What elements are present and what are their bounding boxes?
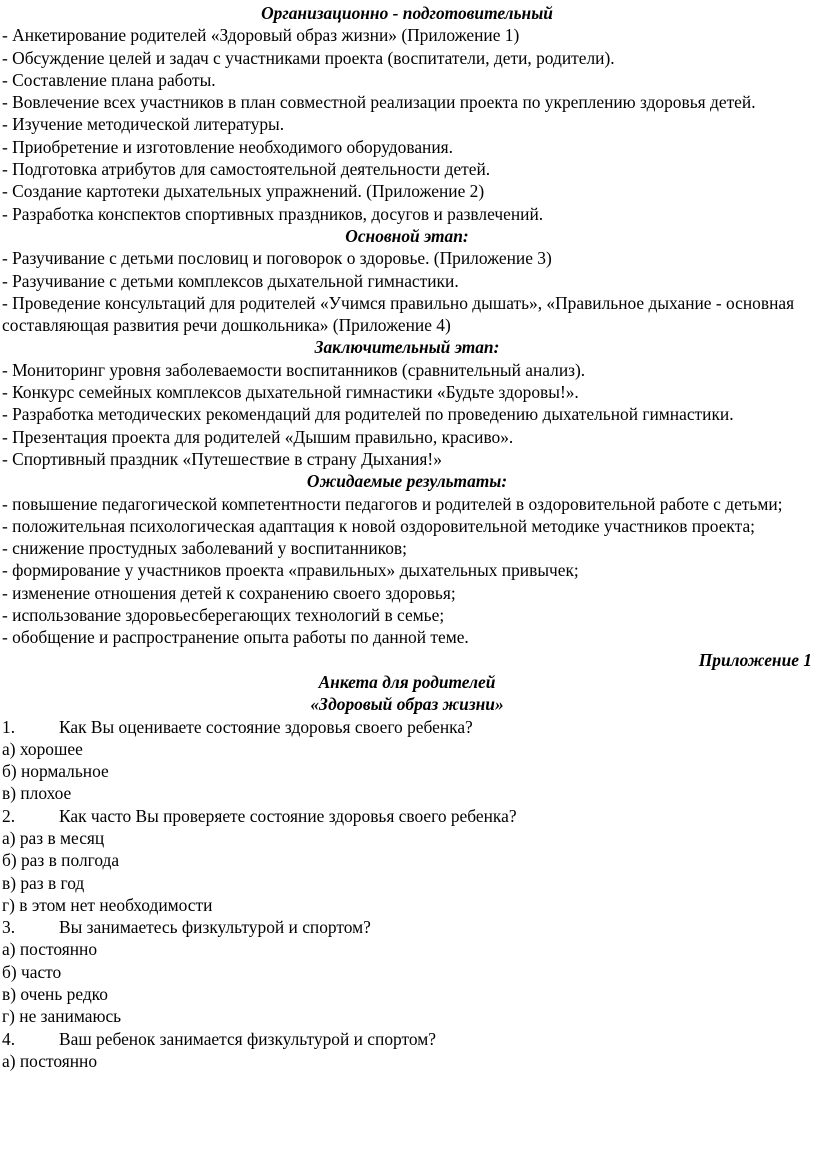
list-item: - Изучение методической литературы.: [2, 114, 285, 135]
question-text: Вы занимаетесь физкультурой и спортом?: [59, 917, 371, 938]
list-item: - Разработка методических рекомендаций для родителей по проведению дыхательной гимнастики.: [2, 404, 734, 425]
list-item: - Подготовка атрибутов для самостоятельной деятельности детей.: [2, 159, 491, 180]
question: [2, 805, 812, 827]
list-item: - использование здоровьесберегающих технологий в семье;: [2, 605, 445, 626]
list-item: - Конкурс семейных комплексов дыхательной гимнастики «Будьте здоровы!».: [2, 382, 579, 403]
answer-option: г) не занимаюсь: [2, 1006, 122, 1027]
appendix-label: Приложение 1: [698, 649, 812, 670]
document-page: [2, 2, 812, 1072]
section-heading-final-stage: Заключительный этап:: [314, 337, 500, 358]
answer-option: а) хорошее: [2, 738, 83, 759]
list-item: - формирование у участников проекта «правильных» дыхательных привычек;: [2, 560, 579, 581]
question-text: Как часто Вы проверяете состояние здоровья своего ребенка?: [59, 805, 517, 826]
list-item: - изменение отношения детей к сохранению своего здоровья;: [2, 582, 456, 603]
answer-option: а) постоянно: [2, 1050, 98, 1071]
list-item: - Создание картотеки дыхательных упражнений. (Приложение 2): [2, 181, 485, 202]
question-number: 3.: [2, 917, 16, 938]
list-item: - обобщение и распространение опыта работы по данной теме.: [2, 627, 469, 648]
list-item: - положительная психологическая адаптация к новой оздоровительной методике участников проекта;: [2, 515, 756, 536]
section-heading-main-stage: Основной этап:: [345, 225, 469, 246]
answer-option: б) часто: [2, 961, 62, 982]
section-heading-expected-results: Ожидаемые результаты:: [306, 471, 508, 492]
questionnaire-subtitle: «Здоровый образ жизни»: [310, 694, 504, 715]
list-item: - Разучивание с детьми пословиц и поговорок о здоровье. (Приложение 3): [2, 248, 552, 269]
question-number: 4.: [2, 1028, 16, 1049]
question: [2, 1028, 812, 1050]
answer-option: б) раз в полгода: [2, 850, 120, 871]
question-number: 1.: [2, 716, 16, 737]
list-item: - снижение простудных заболеваний у воспитанников;: [2, 538, 407, 559]
question: [2, 916, 812, 938]
answer-option: б) нормальное: [2, 761, 109, 782]
answer-option: г) в этом нет необходимости: [2, 894, 213, 915]
list-item: - Мониторинг уровня заболеваемости воспитанников (сравнительный анализ).: [2, 359, 586, 380]
answer-option: а) раз в месяц: [2, 827, 105, 848]
answer-option: в) очень редко: [2, 984, 108, 1005]
list-item: - Обсуждение целей и задач с участниками проекта (воспитатели, дети, родители).: [2, 47, 615, 68]
list-item: - Презентация проекта для родителей «Дышим правильно, красиво».: [2, 426, 514, 447]
list-item: - повышение педагогической компетентности педагогов и родителей в оздоровительной работе с детьми;: [2, 493, 783, 514]
answer-option: в) раз в год: [2, 872, 85, 893]
list-item: - Проведение консультаций для родителей «Учимся правильно дышать», «Правильное дыхание - основная составляющая развития речи дошкольника» (Приложение 4): [2, 292, 795, 336]
answer-option: в) плохое: [2, 783, 72, 804]
question: [2, 716, 812, 738]
list-item: - Приобретение и изготовление необходимого оборудования.: [2, 136, 454, 157]
list-item: - Разучивание с детьми комплексов дыхательной гимнастики.: [2, 270, 459, 291]
questionnaire-title: Анкета для родителей: [318, 671, 496, 692]
list-item: - Спортивный праздник «Путешествие в страну Дыхания!»: [2, 448, 442, 469]
list-item: - Разработка конспектов спортивных праздников, досугов и развлечений.: [2, 203, 544, 224]
question-text: Ваш ребенок занимается физкультурой и спортом?: [59, 1028, 436, 1049]
section-heading-preparatory: Организационно - подготовительный: [261, 3, 553, 23]
answer-option: а) постоянно: [2, 939, 98, 960]
question-number: 2.: [2, 805, 16, 826]
question-text: Как Вы оцениваете состояние здоровья своего ребенка?: [59, 716, 473, 737]
list-item: - Составление плана работы.: [2, 69, 216, 90]
list-item: - Анкетирование родителей «Здоровый образ жизни» (Приложение 1): [2, 25, 520, 46]
list-item: - Вовлечение всех участников в план совместной реализации проекта по укреплению здоровья детей.: [2, 92, 756, 113]
